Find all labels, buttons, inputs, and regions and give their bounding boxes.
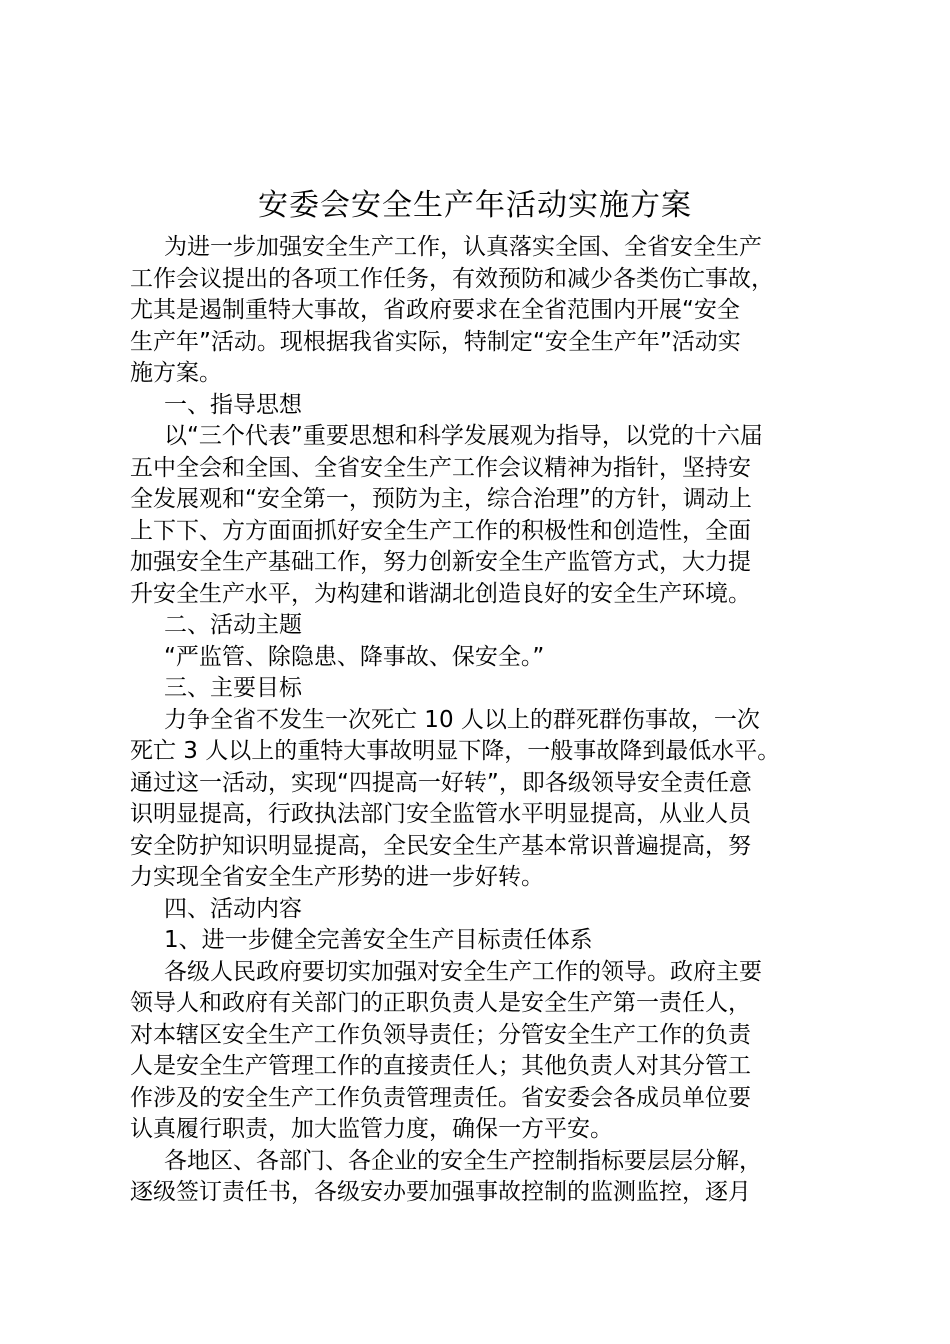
paragraph-line: 各地区、各部门、各企业的安全生产控制指标要层层分解，	[164, 1147, 762, 1174]
paragraph-line: 认真履行职责，加大监管力度，确保一方平安。	[130, 1116, 613, 1142]
paragraph-line: 各级人民政府要切实加强对安全生产工作的领导。政府主要	[164, 958, 762, 985]
paragraph-line: 施方案。	[130, 360, 222, 386]
paragraph-line: 加强安全生产基础工作，努力创新安全生产监管方式，大力提	[130, 549, 751, 575]
paragraph-line: “严监管、除隐患、降事故、保安全。”	[164, 643, 545, 670]
paragraph-line: 领导人和政府有关部门的正职负责人是安全生产第一责任人，	[130, 990, 751, 1016]
paragraph-line: 五中全会和全国、全省安全生产工作会议精神为指针，坚持安	[130, 454, 751, 481]
paragraph-line: 死亡 3 人以上的重特大事故明显下降，一般事故降到最低水平。	[130, 738, 781, 764]
document-title: 安委会安全生产年活动实施方案	[258, 188, 692, 223]
paragraph-line: 人是安全生产管理工作的直接责任人；其他负责人对其分管工	[130, 1053, 751, 1079]
paragraph-line: 力实现全省安全生产形势的进一步好转。	[130, 864, 544, 890]
paragraph-line: 以“三个代表”重要思想和科学发展观为指导，以党的十六届	[164, 423, 763, 449]
paragraph-line: 识明显提高，行政执法部门安全监管水平明显提高，从业人员	[130, 801, 751, 827]
section-heading: 二、活动主题	[164, 612, 302, 638]
section-heading: 四、活动内容	[164, 895, 302, 922]
section-heading: 一、指导思想	[164, 391, 302, 418]
paragraph-line: 为进一步加强安全生产工作，认真落实全国、全省安全生产	[164, 234, 762, 260]
paragraph-line: 升安全生产水平，为构建和谐湖北创造良好的安全生产环境。	[130, 580, 751, 607]
paragraph-line: 尤其是遏制重特大事故，省政府要求在全省范围内开展“安全	[130, 297, 740, 323]
paragraph-line: 安全防护知识明显提高，全民安全生产基本常识普遍提高，努	[130, 832, 751, 859]
paragraph-line: 上下下、方方面面抓好安全生产工作的积极性和创造性，全面	[130, 517, 751, 544]
document-body	[130, 232, 830, 1209]
paragraph-line: 作涉及的安全生产工作负责管理责任。省安委会各成员单位要	[130, 1084, 751, 1111]
paragraph-line: 工作会议提出的各项工作任务，有效预防和减少各类伤亡事故，	[130, 265, 774, 292]
paragraph-line: 生产年”活动。现根据我省实际，特制定“安全生产年”活动实	[130, 328, 741, 355]
paragraph-line: 全发展观和“安全第一，预防为主，综合治理”的方针，调动上	[130, 486, 752, 512]
paragraph-line: 逐级签订责任书，各级安办要加强事故控制的监测监控，逐月	[130, 1179, 751, 1205]
paragraph-line: 对本辖区安全生产工作负领导责任；分管安全生产工作的负责	[130, 1021, 751, 1048]
paragraph-line: 力争全省不发生一次死亡 10 人以上的群死群伤事故，一次	[164, 706, 760, 733]
section-heading: 三、主要目标	[164, 675, 302, 701]
paragraph-line: 通过这一活动，实现“四提高一好转”，即各级领导安全责任意	[130, 769, 752, 796]
subsection-heading: 1、进一步健全完善安全生产目标责任体系	[164, 927, 593, 953]
